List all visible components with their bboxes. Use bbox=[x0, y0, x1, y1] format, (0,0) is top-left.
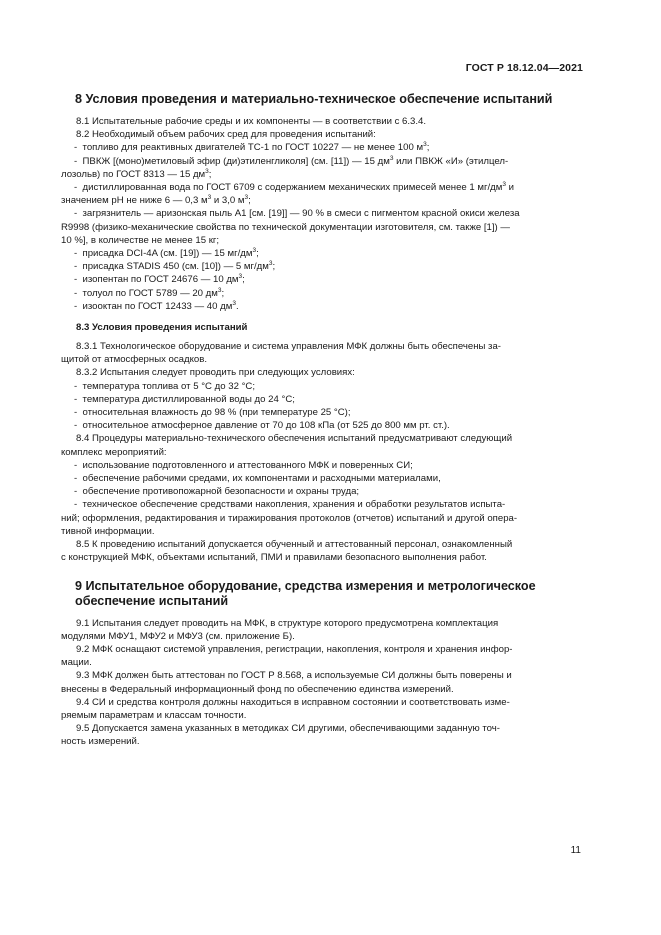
list-item: - присадка STADIS 450 (см. [10]) — 5 $мг/дм^3$; bbox=[61, 260, 584, 273]
list-item: - изооктан по ГОСТ 12433 — 40 $дм^3$. bbox=[61, 300, 584, 313]
section-9-title-line2: обеспечение испытаний bbox=[75, 593, 229, 608]
page-content bbox=[61, 92, 584, 749]
paragraph-continuation: мации. bbox=[61, 657, 92, 669]
list-item: - использование подготовленного и аттестованного МФК и поверенных СИ; bbox=[61, 459, 584, 472]
list-item: - топливо для реактивных двигателей ТС-1 по ГОСТ 10227 — не менее 100 $м^3$; bbox=[61, 141, 584, 154]
paragraph-9-3: 9.3 МФК должен быть аттестован по ГОСТ Р 8.568, а используемые СИ должны быть поверены и bbox=[76, 670, 512, 682]
list-item-continuation: тивной информации. bbox=[61, 525, 155, 537]
paragraph-8-5: 8.5 К проведению испытаний допускается обученный и аттестованный персонал, ознакомленный bbox=[76, 539, 513, 551]
paragraph-continuation: ряемым параметрам и классам точности. bbox=[61, 709, 247, 721]
list-item: - обеспечение рабочими средами, их компонентами и расходными материалами, bbox=[61, 472, 584, 485]
subsection-8-3-title: 8.3 Условия проведения испытаний bbox=[76, 322, 248, 334]
list-item: - ПВКЖ [(моно)метиловый эфир (ди)этиленгликоля] (см. [11]) — 15 $дм^3$ или ПВКЖ «И» (этилцел- bbox=[61, 155, 584, 168]
paragraph-8-3-1: 8.3.1 Технологическое оборудование и система управления МФК должны быть обеспечены за- bbox=[76, 341, 501, 353]
paragraph-continuation: внесены в Федеральный информационный фонд по обеспечению единства измерений. bbox=[61, 683, 454, 695]
paragraph-8-1: 8.1 Испытательные рабочие среды и их компоненты — в соответствии с 6.3.4. bbox=[76, 116, 427, 127]
list-item: - дистиллированная вода по ГОСТ 6709 с содержанием механических примесей менее 1 $мг/дм^3$ и bbox=[61, 181, 584, 194]
list-item-continuation: 10 %], в количестве не менее 15 кг; bbox=[61, 234, 220, 246]
paragraph-9-2: 9.2 МФК оснащают системой управления, регистрации, накопления, контроля и хранения инфор- bbox=[76, 643, 513, 655]
list-item-continuation: значением pH не ниже 6 — 0,3 $м^3$ и 3,0 $м^3$; bbox=[61, 194, 251, 207]
paragraph-continuation: ность измерений. bbox=[61, 736, 140, 748]
paragraph-continuation: модулями МФУ1, МФУ2 и МФУ3 (см. приложение Б). bbox=[61, 630, 295, 642]
list-item: - техническое обеспечение средствами накопления, хранения и обработки результатов испыта- bbox=[61, 498, 584, 511]
list-item-continuation: ний; оформления, редактирования и тиражирования протоколов (отчетов) испытаний и другой опера- bbox=[61, 512, 518, 524]
paragraph-8-2: 8.2 Необходимый объем рабочих сред для проведения испытаний: bbox=[76, 129, 376, 141]
paragraph-8-4: 8.4 Процедуры материально-технического обеспечения испытаний предусматривают следующий bbox=[76, 433, 513, 445]
section-8-title: 8 Условия проведения и материально-техническое обеспечение испытаний bbox=[75, 92, 553, 106]
list-item: - присадка DCI-4A (см. [19]) — 15 $мг/дм^3$; bbox=[61, 247, 584, 260]
list-item: - относительная влажность до 98 % (при температуре 25 °С); bbox=[61, 406, 584, 419]
document-header: ГОСТ Р 18.12.04—2021 bbox=[465, 62, 583, 74]
list-item: - загрязнитель — аризонская пыль А1 [см. [19]] — 90 % в смеси с пигментом красной окиси железа bbox=[61, 207, 584, 220]
page-number: 11 bbox=[570, 845, 581, 856]
list-item: - температура дистиллированной воды до 24 °С; bbox=[61, 393, 584, 406]
list-item: - относительное атмосферное давление от 70 до 108 кПа (от 525 до 800 мм рт. ст.). bbox=[61, 419, 584, 432]
list-item-continuation: лозольв) по ГОСТ 8313 — 15 $дм^3$; bbox=[61, 167, 212, 180]
paragraph-9-1: 9.1 Испытания следует проводить на МФК, в структуре которого предусмотрена комплектация bbox=[76, 617, 499, 629]
list-item: - температура топлива от 5 °С до 32 °С; bbox=[61, 380, 584, 393]
paragraph-8-3-2: 8.3.2 Испытания следует проводить при следующих условиях: bbox=[76, 367, 355, 379]
list-item-continuation: R9998 (физико-механические свойства по технической документации изготовителя, см. также [1]) — bbox=[61, 221, 510, 233]
paragraph-continuation: щитой от атмосферных осадков. bbox=[61, 354, 208, 366]
list-item: - изопентан по ГОСТ 24676 — 10 $дм^3$; bbox=[61, 273, 584, 286]
paragraph-9-4: 9.4 СИ и средства контроля должны находиться в исправном состоянии и соответствовать изме- bbox=[76, 696, 510, 708]
paragraph-9-5: 9.5 Допускается замена указанных в методиках СИ другими, обеспечивающими заданную точ- bbox=[76, 723, 500, 735]
paragraph-continuation: комплекс мероприятий: bbox=[61, 446, 167, 458]
paragraph-continuation: с конструкцией МФК, объектами испытаний, ПМИ и правилами безопасного выполнения работ. bbox=[61, 552, 487, 564]
list-item: - обеспечение противопожарной безопасности и охраны труда; bbox=[61, 485, 584, 498]
section-9-title-line1: 9 Испытательное оборудование, средства измерения и метрологическое bbox=[75, 578, 536, 593]
section-9-title bbox=[61, 579, 584, 609]
list-item: - толуол по ГОСТ 5789 — 20 $дм^3$; bbox=[61, 287, 584, 300]
